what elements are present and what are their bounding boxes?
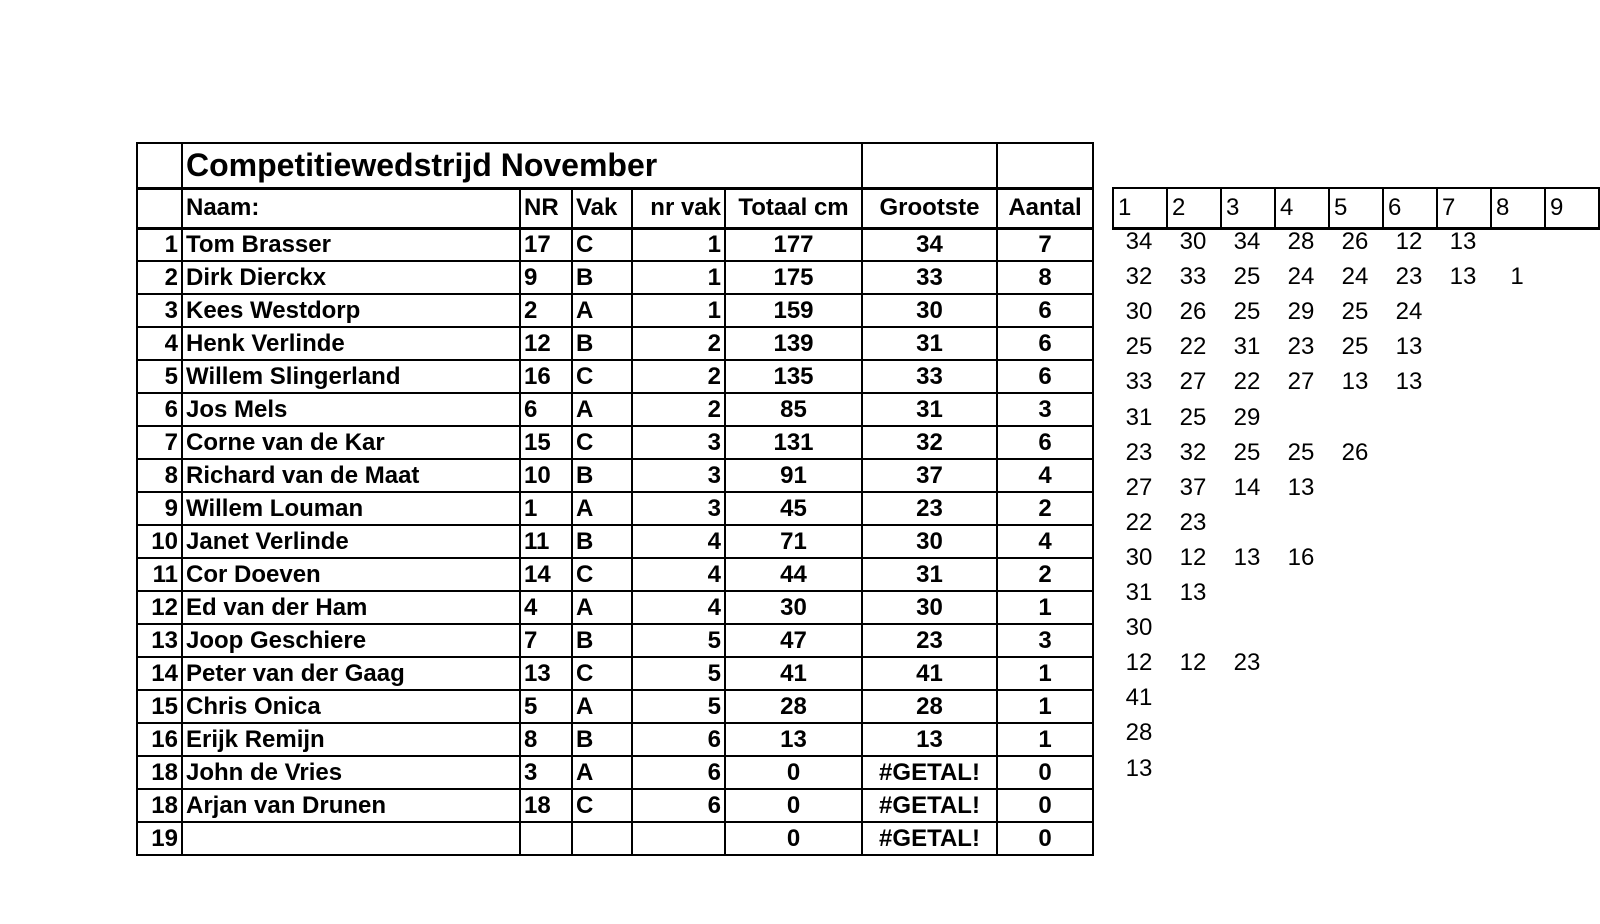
- nr-vak-cell: 3: [632, 459, 725, 492]
- count-cell: 6: [997, 360, 1093, 393]
- nr-cell: 18: [520, 789, 572, 822]
- nr-cell: 6: [520, 393, 572, 426]
- max-cell: 33: [862, 261, 997, 294]
- catch-value: 13: [1125, 754, 1153, 782]
- nr-vak-cell: 3: [632, 426, 725, 459]
- table-row: [137, 789, 1093, 822]
- catch-value: 12: [1125, 649, 1153, 677]
- header-count: Aantal: [997, 188, 1093, 228]
- name-cell: Willem Louman: [182, 492, 520, 525]
- catch-value: 23: [1179, 508, 1207, 536]
- rank-cell: 11: [137, 558, 182, 591]
- max-cell: 31: [862, 393, 997, 426]
- catch-row: [1112, 368, 1436, 401]
- count-cell: 3: [997, 393, 1093, 426]
- header-vak: Vak: [572, 188, 632, 228]
- header-nr: NR: [520, 188, 572, 228]
- total-cell: 30: [725, 591, 862, 624]
- table-row: [137, 294, 1093, 327]
- catch-row: [1112, 579, 1220, 612]
- catch-value: 13: [1233, 543, 1261, 571]
- nr-vak-cell: 5: [632, 624, 725, 657]
- nr-cell: 14: [520, 558, 572, 591]
- rank-cell: 3: [137, 294, 182, 327]
- nr-vak-cell: 6: [632, 756, 725, 789]
- total-cell: 47: [725, 624, 862, 657]
- catch-value: 13: [1179, 579, 1207, 606]
- catch-value: 31: [1125, 579, 1153, 606]
- catch-value: 25: [1125, 333, 1153, 361]
- name-cell: [182, 822, 520, 855]
- rank-cell: 19: [137, 822, 182, 855]
- nr-vak-cell: 5: [632, 690, 725, 723]
- name-cell: Ed van der Ham: [182, 591, 520, 624]
- catch-value: 12: [1179, 649, 1207, 677]
- name-cell: Jos Mels: [182, 393, 520, 426]
- table-row: [137, 459, 1093, 492]
- count-cell: 0: [997, 789, 1093, 822]
- catch-row: [1112, 333, 1436, 366]
- total-cell: 177: [725, 228, 862, 261]
- catch-value: 41: [1125, 684, 1153, 712]
- rank-cell: 15: [137, 690, 182, 723]
- catch-column-header: 6: [1383, 188, 1437, 228]
- catch-value: 24: [1287, 263, 1315, 291]
- max-cell: 13: [862, 723, 997, 756]
- total-cell: 85: [725, 393, 862, 426]
- catch-value: 32: [1125, 263, 1153, 291]
- max-cell: 28: [862, 690, 997, 723]
- catch-value: 13: [1449, 263, 1477, 291]
- catch-value: 26: [1341, 438, 1369, 466]
- nr-cell: 2: [520, 294, 572, 327]
- rank-cell: 18: [137, 756, 182, 789]
- name-cell: Chris Onica: [182, 690, 520, 723]
- rank-cell: 7: [137, 426, 182, 459]
- rank-cell: 6: [137, 393, 182, 426]
- name-cell: Corne van de Kar: [182, 426, 520, 459]
- title-cell-empty: [725, 143, 862, 188]
- results-table: [136, 142, 1094, 856]
- catch-value: 30: [1179, 228, 1207, 255]
- catch-value: 28: [1287, 228, 1315, 255]
- table-row: [137, 690, 1093, 723]
- vak-cell: B: [572, 459, 632, 492]
- vak-cell: C: [572, 558, 632, 591]
- nr-vak-cell: 6: [632, 723, 725, 756]
- catch-value: 23: [1395, 263, 1423, 291]
- max-cell: 32: [862, 426, 997, 459]
- count-cell: 7: [997, 228, 1093, 261]
- total-cell: 175: [725, 261, 862, 294]
- catch-columns-header: [1112, 187, 1600, 230]
- catch-row: [1112, 544, 1328, 577]
- nr-cell: 10: [520, 459, 572, 492]
- catch-row: [1112, 439, 1382, 472]
- nr-cell: 8: [520, 723, 572, 756]
- vak-cell: A: [572, 756, 632, 789]
- catch-value: 27: [1125, 473, 1153, 501]
- catch-value: 13: [1395, 368, 1423, 396]
- nr-cell: 15: [520, 426, 572, 459]
- catch-column-header: 9: [1545, 188, 1599, 228]
- catch-column-header: 2: [1167, 188, 1221, 228]
- catch-value: 22: [1233, 368, 1261, 396]
- vak-cell: C: [572, 657, 632, 690]
- catch-row: [1112, 755, 1166, 788]
- nr-cell: 13: [520, 657, 572, 690]
- nr-cell: 3: [520, 756, 572, 789]
- catch-value: 22: [1125, 508, 1153, 536]
- rank-cell: 18: [137, 789, 182, 822]
- title-cell-empty: [862, 143, 997, 188]
- nr-cell: 4: [520, 591, 572, 624]
- max-cell: 30: [862, 525, 997, 558]
- name-cell: Tom Brasser: [182, 228, 520, 261]
- table-row: [137, 228, 1093, 261]
- catch-value: 30: [1125, 543, 1153, 571]
- catch-value: 34: [1233, 228, 1261, 255]
- name-cell: Janet Verlinde: [182, 525, 520, 558]
- total-cell: 0: [725, 822, 862, 855]
- catch-row: [1112, 228, 1490, 261]
- vak-cell: A: [572, 294, 632, 327]
- total-cell: 0: [725, 789, 862, 822]
- total-cell: 71: [725, 525, 862, 558]
- nr-vak-cell: 4: [632, 525, 725, 558]
- catch-column-header: 5: [1329, 188, 1383, 228]
- name-cell: Arjan van Drunen: [182, 789, 520, 822]
- header-row: [137, 188, 1093, 228]
- count-cell: 2: [997, 492, 1093, 525]
- catch-value: 31: [1233, 333, 1261, 361]
- max-cell: #GETAL!: [862, 756, 997, 789]
- vak-cell: B: [572, 723, 632, 756]
- count-cell: 4: [997, 459, 1093, 492]
- name-cell: John de Vries: [182, 756, 520, 789]
- header-total: Totaal cm: [725, 188, 862, 228]
- table-row: [137, 327, 1093, 360]
- table-row: [137, 822, 1093, 855]
- nr-vak-cell: 2: [632, 393, 725, 426]
- table-row: [137, 261, 1093, 294]
- rank-cell: 14: [137, 657, 182, 690]
- sheet-title: Competitiewedstrijd November: [182, 143, 725, 188]
- name-cell: Peter van der Gaag: [182, 657, 520, 690]
- rank-cell: 5: [137, 360, 182, 393]
- total-cell: 45: [725, 492, 862, 525]
- total-cell: 28: [725, 690, 862, 723]
- count-cell: 0: [997, 756, 1093, 789]
- max-cell: 34: [862, 228, 997, 261]
- title-cell-empty: [997, 143, 1093, 188]
- max-cell: #GETAL!: [862, 822, 997, 855]
- catch-row: [1112, 684, 1166, 717]
- count-cell: 1: [997, 690, 1093, 723]
- vak-cell: C: [572, 789, 632, 822]
- nr-cell: 16: [520, 360, 572, 393]
- header-nr-vak: nr vak: [632, 188, 725, 228]
- catch-value: 34: [1125, 228, 1153, 255]
- nr-cell: 9: [520, 261, 572, 294]
- table-row: [137, 426, 1093, 459]
- catch-value: 37: [1179, 473, 1207, 501]
- count-cell: 6: [997, 426, 1093, 459]
- vak-cell: A: [572, 393, 632, 426]
- rank-cell: 9: [137, 492, 182, 525]
- table-row: [137, 360, 1093, 393]
- count-cell: 1: [997, 723, 1093, 756]
- catch-value: 16: [1287, 543, 1315, 571]
- nr-vak-cell: 6: [632, 789, 725, 822]
- catch-value: 30: [1125, 614, 1153, 642]
- catch-value: 14: [1233, 473, 1261, 501]
- vak-cell: A: [572, 690, 632, 723]
- total-cell: 0: [725, 756, 862, 789]
- catch-column-header: 8: [1491, 188, 1545, 228]
- nr-vak-cell: 1: [632, 294, 725, 327]
- total-cell: 44: [725, 558, 862, 591]
- catch-value: 27: [1287, 368, 1315, 396]
- name-cell: Henk Verlinde: [182, 327, 520, 360]
- rank-cell: 13: [137, 624, 182, 657]
- catch-value: 13: [1449, 228, 1477, 255]
- header-name: Naam:: [182, 188, 520, 228]
- catch-value: 28: [1125, 719, 1153, 747]
- table-row: [137, 723, 1093, 756]
- name-cell: Cor Doeven: [182, 558, 520, 591]
- nr-cell: 11: [520, 525, 572, 558]
- total-cell: 13: [725, 723, 862, 756]
- count-cell: 2: [997, 558, 1093, 591]
- max-cell: 31: [862, 327, 997, 360]
- table-row: [137, 591, 1093, 624]
- nr-vak-cell: 1: [632, 228, 725, 261]
- nr-cell: 17: [520, 228, 572, 261]
- header-rank: [137, 188, 182, 228]
- nr-vak-cell: 4: [632, 591, 725, 624]
- catch-column-header: 4: [1275, 188, 1329, 228]
- nr-vak-cell: 1: [632, 261, 725, 294]
- max-cell: 31: [862, 558, 997, 591]
- vak-cell: B: [572, 261, 632, 294]
- catch-column-header: 1: [1113, 188, 1167, 228]
- nr-vak-cell: 2: [632, 327, 725, 360]
- catch-value: 23: [1287, 333, 1315, 361]
- nr-vak-cell: 4: [632, 558, 725, 591]
- total-cell: 91: [725, 459, 862, 492]
- nr-vak-cell: 2: [632, 360, 725, 393]
- catch-value: 13: [1287, 473, 1315, 501]
- catch-value: 26: [1341, 228, 1369, 255]
- catch-value: 12: [1179, 543, 1207, 571]
- catch-column-header: 7: [1437, 188, 1491, 228]
- vak-cell: A: [572, 492, 632, 525]
- catch-value: 25: [1341, 333, 1369, 361]
- table-row: [137, 558, 1093, 591]
- catch-value: 25: [1341, 298, 1369, 326]
- catch-value: 27: [1179, 368, 1207, 396]
- catch-value: 33: [1179, 263, 1207, 291]
- catch-row: [1112, 404, 1274, 437]
- catch-value: 1: [1510, 263, 1524, 291]
- catch-value: 25: [1233, 263, 1261, 291]
- catch-value: 31: [1125, 403, 1153, 431]
- catch-row: [1112, 719, 1166, 752]
- catch-value: 12: [1395, 228, 1423, 255]
- count-cell: 1: [997, 657, 1093, 690]
- table-row: [137, 525, 1093, 558]
- vak-cell: B: [572, 327, 632, 360]
- nr-cell: 5: [520, 690, 572, 723]
- table-row: [137, 756, 1093, 789]
- total-cell: 135: [725, 360, 862, 393]
- vak-cell: B: [572, 624, 632, 657]
- name-cell: Richard van de Maat: [182, 459, 520, 492]
- name-cell: Kees Westdorp: [182, 294, 520, 327]
- catch-row: [1112, 474, 1328, 507]
- count-cell: 3: [997, 624, 1093, 657]
- vak-cell: C: [572, 426, 632, 459]
- catch-value: 32: [1179, 438, 1207, 466]
- table-row: [137, 624, 1093, 657]
- nr-cell: 7: [520, 624, 572, 657]
- count-cell: 0: [997, 822, 1093, 855]
- table-row: [137, 657, 1093, 690]
- total-cell: 159: [725, 294, 862, 327]
- title-row: [137, 143, 1093, 188]
- catch-value: 25: [1179, 403, 1207, 431]
- max-cell: #GETAL!: [862, 789, 997, 822]
- name-cell: Dirk Dierckx: [182, 261, 520, 294]
- nr-vak-cell: 5: [632, 657, 725, 690]
- nr-cell: 12: [520, 327, 572, 360]
- catch-value: 24: [1341, 263, 1369, 291]
- total-cell: 41: [725, 657, 862, 690]
- catch-value: 23: [1233, 649, 1261, 677]
- rank-cell: 2: [137, 261, 182, 294]
- nr-vak-cell: 3: [632, 492, 725, 525]
- vak-cell: C: [572, 360, 632, 393]
- vak-cell: B: [572, 525, 632, 558]
- catch-value: 25: [1287, 438, 1315, 466]
- max-cell: 30: [862, 591, 997, 624]
- rank-cell: 1: [137, 228, 182, 261]
- count-cell: 6: [997, 294, 1093, 327]
- name-cell: Erijk Remijn: [182, 723, 520, 756]
- catch-value: 13: [1395, 333, 1423, 361]
- vak-cell: A: [572, 591, 632, 624]
- name-cell: Joop Geschiere: [182, 624, 520, 657]
- catch-value: 23: [1125, 438, 1153, 466]
- rank-cell: 10: [137, 525, 182, 558]
- table-row: [137, 393, 1093, 426]
- total-cell: 131: [725, 426, 862, 459]
- catch-value: 25: [1233, 438, 1261, 466]
- max-cell: 37: [862, 459, 997, 492]
- catch-column-header: 3: [1221, 188, 1275, 228]
- total-cell: 139: [725, 327, 862, 360]
- rank-cell: 4: [137, 327, 182, 360]
- nr-cell: 1: [520, 492, 572, 525]
- catch-value: 30: [1125, 298, 1153, 326]
- name-cell: Willem Slingerland: [182, 360, 520, 393]
- catch-value: 29: [1233, 403, 1261, 431]
- catch-value: 33: [1125, 368, 1153, 396]
- catch-value: 26: [1179, 298, 1207, 326]
- corner-cell: [137, 143, 182, 188]
- catch-row: [1112, 263, 1544, 296]
- count-cell: 4: [997, 525, 1093, 558]
- catch-value: 25: [1233, 298, 1261, 326]
- rank-cell: 12: [137, 591, 182, 624]
- table-row: [137, 492, 1093, 525]
- count-cell: 8: [997, 261, 1093, 294]
- rank-cell: 16: [137, 723, 182, 756]
- catch-value: 13: [1341, 368, 1369, 396]
- max-cell: 23: [862, 624, 997, 657]
- catch-header-row: [1113, 188, 1599, 228]
- count-cell: 6: [997, 327, 1093, 360]
- max-cell: 30: [862, 294, 997, 327]
- max-cell: 23: [862, 492, 997, 525]
- catch-value: 29: [1287, 298, 1315, 326]
- max-cell: 33: [862, 360, 997, 393]
- rank-cell: 8: [137, 459, 182, 492]
- header-max: Grootste: [862, 188, 997, 228]
- count-cell: 1: [997, 591, 1093, 624]
- catch-row: [1112, 614, 1166, 647]
- catch-row: [1112, 509, 1220, 542]
- catch-row: [1112, 298, 1436, 331]
- vak-cell: C: [572, 228, 632, 261]
- vak-cell: [572, 822, 632, 855]
- catch-value: 24: [1395, 298, 1423, 326]
- catch-row: [1112, 649, 1274, 682]
- catch-value: 22: [1179, 333, 1207, 361]
- nr-vak-cell: [632, 822, 725, 855]
- nr-cell: [520, 822, 572, 855]
- max-cell: 41: [862, 657, 997, 690]
